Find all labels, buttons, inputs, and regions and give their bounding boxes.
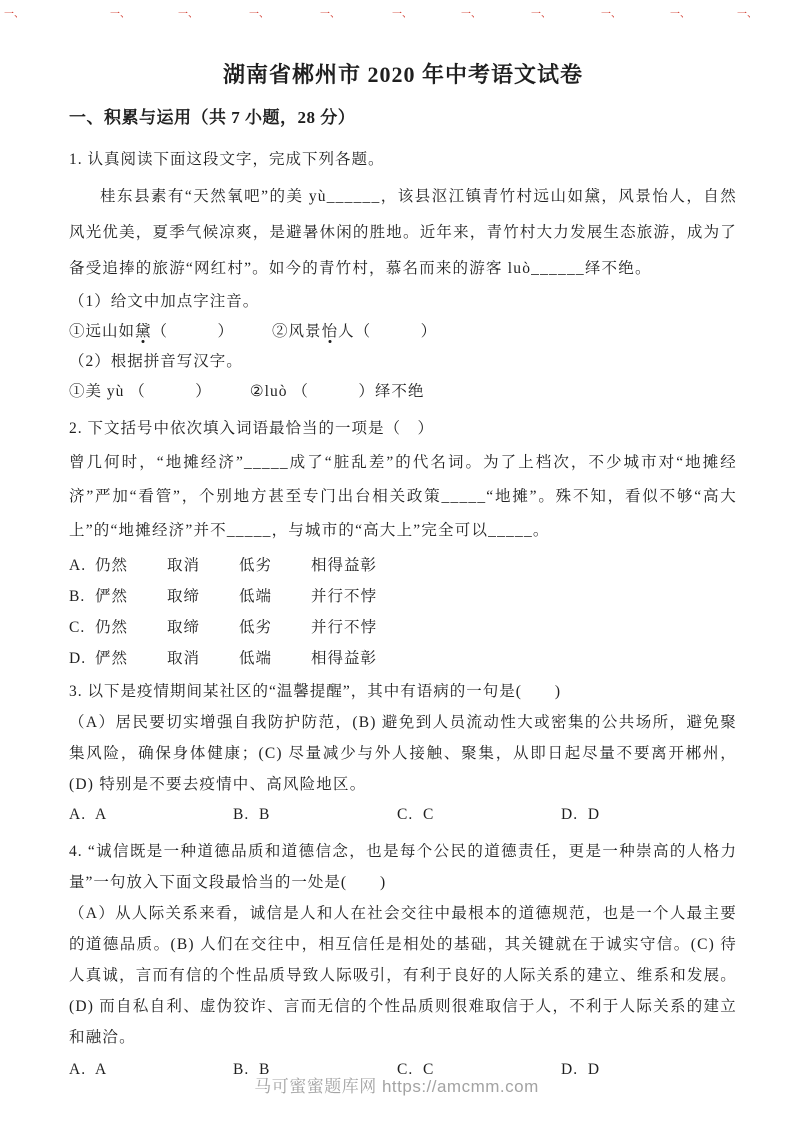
option-word: 低劣 <box>239 619 273 636</box>
option-letter: A. <box>69 557 87 574</box>
question-2-stem: 2. 下文括号中依次填入词语最恰当的一项是（ ） <box>69 420 435 437</box>
red-mark: 一、 <box>4 9 24 20</box>
question-1-sub1-items <box>69 317 737 347</box>
question-2 <box>69 413 737 674</box>
question-3-choices <box>69 800 737 830</box>
option-word: 相得益彰 <box>311 650 378 667</box>
question-4-stem: 4. “诚信既是一种道德品质和道德信念，也是每个公民的道德责任，更是一种崇高的人格力量”一句放入下面文段最恰当的一处是( ) <box>69 843 737 891</box>
option-letter: B. <box>69 588 86 605</box>
option-word: 仍然 <box>95 557 129 574</box>
q1-sub1-item1-text: ①远山如 <box>69 323 136 340</box>
question-1-sub2-label: （2）根据拼音写汉字。 <box>69 353 243 370</box>
question-1-passage: 桂东县素有“天然氧吧”的美 yù______，该县沤江镇青竹村远山如黛，风景怡人，自然风光优美，夏季气候凉爽，是避暑休闲的胜地。近年来，青竹村大力发展生态旅游，成为了备受追捧的旅游“网红村”。如今的青竹村，慕名而来的游客 luò______绎不绝。 <box>69 188 738 277</box>
option-word: 仍然 <box>95 619 129 636</box>
q1-sub1-item2-text: ②风景 <box>272 323 322 340</box>
question-3-passage: （A）居民要切实增强自我防护防范，(B) 避免到人员流动性大或密集的公共场所，避免聚集风险，确保身体健康；(C) 尽量减少与外人接触、聚集，从即日起尽量不要离开郴州，(D) 特别是不要去疫情中、高风险地区。 <box>69 714 737 793</box>
document-body <box>69 58 737 1085</box>
choice-d: D. D <box>561 806 601 823</box>
q2-option-a <box>69 550 737 581</box>
q2-option-d <box>69 643 737 674</box>
red-mark: 一、 <box>531 9 551 20</box>
choice-c: C. C <box>397 1061 435 1078</box>
q1-sub1-item2-answer-blank: （ ） <box>354 323 438 340</box>
red-mark: 一、 <box>249 9 269 20</box>
q1-sub2-item2: ②luò （ ）绎不绝 <box>249 383 425 400</box>
red-mark: 一、 <box>461 9 481 20</box>
option-word: 俨然 <box>95 588 129 605</box>
red-mark: 一、 <box>110 9 130 20</box>
choice-c: C. C <box>397 806 435 823</box>
q2-option-b <box>69 581 737 612</box>
q1-sub1-item1-dotted-char: 黛 <box>135 323 152 340</box>
question-1-sub1-label: （1）给文中加点字注音。 <box>69 293 260 310</box>
option-letter: D. <box>69 650 87 667</box>
red-mark: 一、 <box>670 9 690 20</box>
red-mark: 一、 <box>737 9 757 20</box>
option-word: 并行不悖 <box>311 619 378 636</box>
q1-sub2-item1: ①美 yù （ ） <box>69 383 212 400</box>
option-word: 取缔 <box>167 619 201 636</box>
question-2-passage: 曾几何时，“地摊经济”_____成了“脏乱差”的代名词。为了上档次，不少城市对“地摊经济”严加“看管”，个别地方甚至专门出台相关政策_____“地摊”。殊不知，看似不够“高大上”的“地摊经济”并不_____，与城市的“高大上”完全可以_____。 <box>69 454 737 539</box>
question-1 <box>69 144 737 407</box>
red-mark: 一、 <box>601 9 621 20</box>
question-3-stem: 3. 以下是疫情期间某社区的“温馨提醒”，其中有语病的一句是( ) <box>69 683 562 700</box>
option-word: 俨然 <box>95 650 129 667</box>
red-mark: 一、 <box>392 9 412 20</box>
question-4-passage: （A）从人际关系来看，诚信是人和人在社会交往中最根本的道德规范，也是一个人最主要的道德品质。(B) 人们在交往中，相互信任是相处的基础，其关键就在于诚实守信。(C) 待人真诚，言而有信的个性品质导致人际吸引，有利于良好的人际关系的建立、维系和发展。(D) 而自私自利、虚伪狡诈、言而无信的个性品质则很难取信于人，不利于人际关系的建立和融洽。 <box>69 905 738 1046</box>
question-1-sub2-items <box>69 377 737 407</box>
top-annotation-marks <box>0 5 793 21</box>
question-3 <box>69 676 737 830</box>
q1-sub1-item2-dotted-char: 怡 <box>321 323 339 340</box>
watermark-footer: 马可蜜蜜题库网 https://amcmm.com <box>254 1077 539 1096</box>
option-letter: C. <box>69 619 86 636</box>
q1-sub1-item1-answer-blank: （ ） <box>151 323 235 340</box>
option-word: 取消 <box>167 557 201 574</box>
section-heading: 一、积累与运用（共 7 小题，28 分） <box>69 108 356 127</box>
option-word: 并行不悖 <box>311 588 378 605</box>
q2-option-c <box>69 612 737 643</box>
option-word: 相得益彰 <box>311 557 378 574</box>
choice-a: A. A <box>69 1061 108 1078</box>
choice-b: B. B <box>233 1061 271 1078</box>
choice-b: B. B <box>233 806 271 823</box>
option-word: 低端 <box>239 650 273 667</box>
option-word: 低端 <box>239 588 273 605</box>
option-word: 取消 <box>167 650 201 667</box>
option-word: 低劣 <box>239 557 273 574</box>
choice-d: D. D <box>561 1061 601 1078</box>
red-mark: 一、 <box>178 9 198 20</box>
red-mark: 一、 <box>320 9 340 20</box>
q1-sub1-item2-text-post: 人 <box>338 323 355 340</box>
choice-a: A. A <box>69 806 108 823</box>
page-title: 湖南省郴州市 2020 年中考语文试卷 <box>222 62 583 87</box>
question-4 <box>69 836 737 1085</box>
question-1-stem: 1. 认真阅读下面这段文字，完成下列各题。 <box>69 151 385 168</box>
option-word: 取缔 <box>167 588 201 605</box>
question-2-options <box>69 550 737 674</box>
